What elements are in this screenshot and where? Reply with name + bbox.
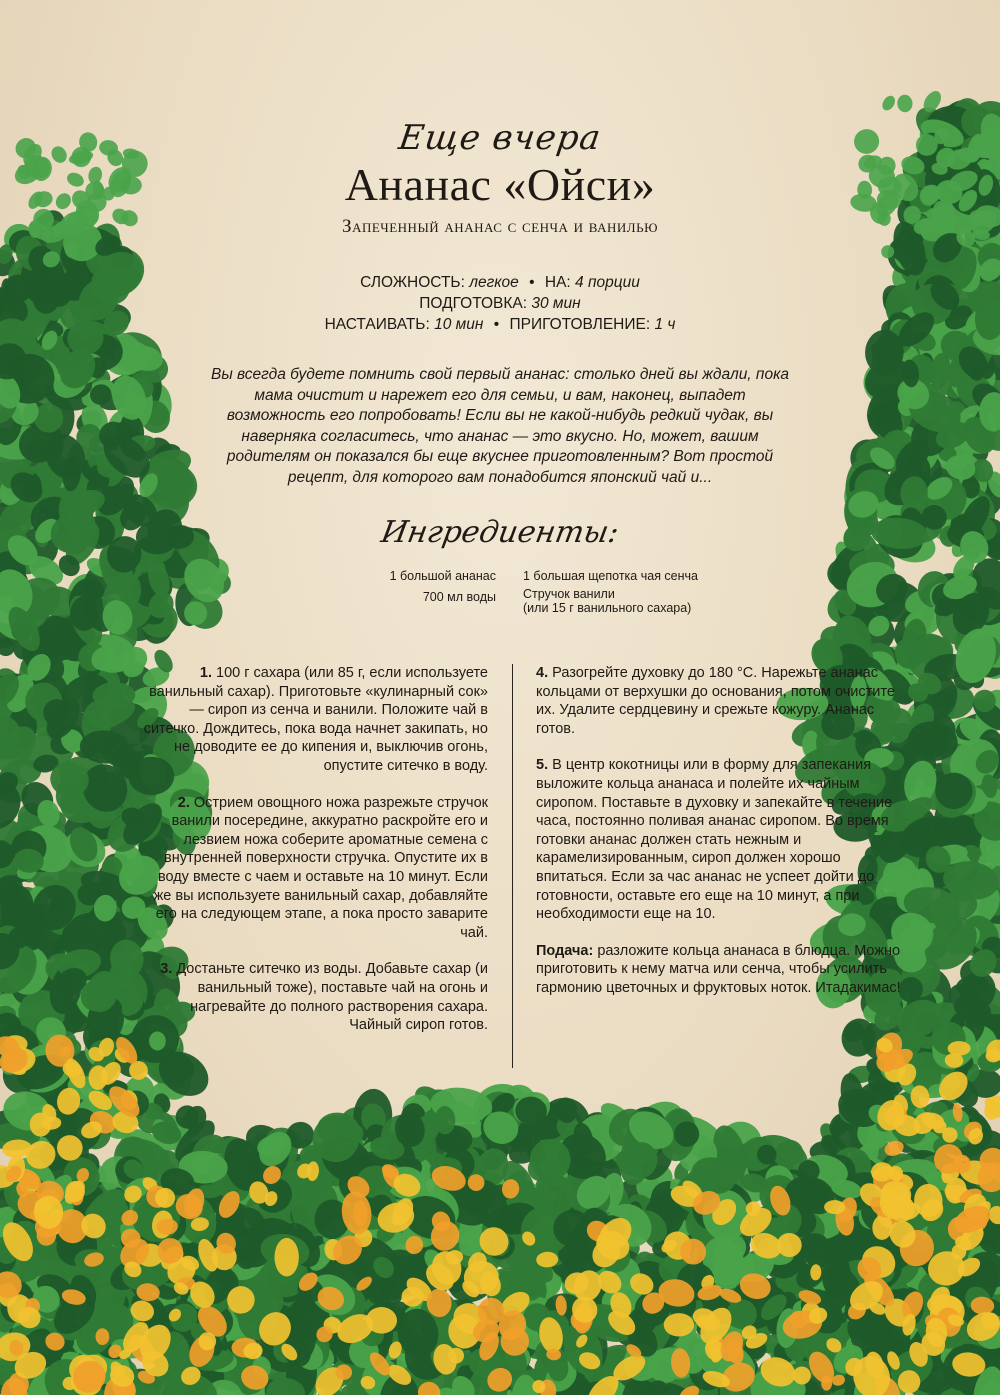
serving-text: разложите кольца ананаса в блюдца. Можно приготовить к нему матча или сенча, чтобы усилить гармонию цветочных и фруктовых ноток. Итадакимас! <box>536 942 901 996</box>
cook-label: ПРИГОТОВЛЕНИЕ: <box>509 316 651 333</box>
separator-dot: • <box>529 274 535 291</box>
step-text: Острием овощного ножа разрежьте стручок ванили посередине, аккуратно раскройте его и лезвием ножа соберите ароматные семена с внутренней поверхности стручка. Опустите их в воду вместе с чаем и оставьте на 10 минут. Если же вы используете ванильный сахар, добавляйте его на следующем этапе, а пока просто заварите чай. <box>153 794 488 941</box>
ingredient-item: 1 большая щепотка чая сенча <box>523 569 698 583</box>
serving-label: Подача: <box>536 942 594 959</box>
step-number: 1. <box>199 665 212 681</box>
servings-value: 4 порции <box>575 274 640 291</box>
script-heading: Еще вчера <box>396 118 604 158</box>
ingredient-name: Стручок ванили <box>523 587 615 601</box>
separator-dot: • <box>493 316 500 333</box>
ingredient-item <box>523 587 743 615</box>
step-number: 3. <box>160 961 173 978</box>
recipe-tagline: Запеченный ананас с сенча и ванилью <box>342 216 658 237</box>
ingredients-right-list <box>523 566 743 615</box>
steps-left-column <box>140 664 488 1053</box>
ingredients-heading: Ингредиенты: <box>378 515 622 550</box>
step-number: 5. <box>536 757 549 774</box>
foliage-blob <box>948 1041 971 1056</box>
column-divider <box>512 664 513 1068</box>
serving-note <box>536 942 906 998</box>
foliage-blob <box>664 1313 694 1336</box>
step-5 <box>536 756 906 923</box>
meta-line-3 <box>0 314 1000 335</box>
ingredients-left-list <box>300 566 496 608</box>
ingredient-item: 1 большой ананас <box>389 569 496 583</box>
difficulty-label: СЛОЖНОСТЬ: <box>360 274 465 291</box>
cook-value: 1 ч <box>654 316 676 333</box>
infuse-value: 10 мин <box>434 316 484 333</box>
step-number: 4. <box>536 665 549 681</box>
prep-label: ПОДГОТОВКА: <box>419 295 528 312</box>
ingredient-note: (или 15 г ванильного сахара) <box>523 601 692 615</box>
infuse-label: НАСТАИВАТЬ: <box>324 316 430 333</box>
step-3 <box>140 960 488 1034</box>
step-2 <box>140 794 488 943</box>
page-title: Ананас «Ойси» <box>344 159 656 210</box>
meta-line-1 <box>0 272 1000 293</box>
difficulty-value: легкое <box>469 274 519 291</box>
step-text: Разогрейте духовку до 180 °C. Нарежьте ананас кольцами от верхушки до основания, потом очистите их. Удалите сердцевину и срежьте кожуру. Ананас готов. <box>536 665 895 737</box>
servings-label: НА: <box>544 274 571 291</box>
foliage-blob <box>274 1238 298 1277</box>
steps-right-column <box>536 664 906 1016</box>
intro-paragraph: Вы всегда будете помнить свой первый ананас: столько дней вы ждали, пока мама очистит и нарежет его для семьи, и вам, наконец, выпадет возможность его попробовать! Если вы не какой-нибудь редкий чудак, вы наверняка согласитесь, что ананас — это вкусно. Но, может, вашим родителям он показался бы еще вкуснее приготовленным? Вот простой рецепт, для которого вам понадобится японский чай и... <box>210 366 790 486</box>
step-1 <box>140 664 488 776</box>
foliage-blob <box>897 94 913 112</box>
prep-value: 30 мин <box>531 295 581 312</box>
meta-line-2 <box>0 293 1000 314</box>
recipe-meta <box>0 272 1000 335</box>
step-number: 2. <box>177 794 190 811</box>
step-4 <box>536 664 906 738</box>
step-text: 100 г сахара (или 85 г, если используете ванильный сахар). Приготовьте «кулинарный сок» — сироп из сенча и ванили. Положите чай в ситечко. Дождитесь, пока вода начнет закипать, но не доводите ее до кипения и, выключив огонь, опустите ситечко в воду. <box>143 665 488 774</box>
step-text: В центр кокотницы или в форму для запекания выложите кольца ананаса и полейте их чайным сиропом. Поставьте в духовку и запекайте в течение часа, постоянно поливая ананас сиропом. Во время готовки ананас должен стать нежным и карамелизированным, сироп должен хорошо впитаться. Если за час ананас не успеет дойти до готовности, оставьте его еще на 10 минут, а при необходимости еще на 10. <box>536 757 893 923</box>
ingredient-item: 700 мл воды <box>422 590 496 604</box>
step-text: Достаньте ситечко из воды. Добавьте сахар (и ванильный тоже), поставьте чай на огонь и нагревайте до полного растворения сахара. Чайный сироп готов. <box>176 961 488 1034</box>
foliage-blob <box>880 93 898 112</box>
